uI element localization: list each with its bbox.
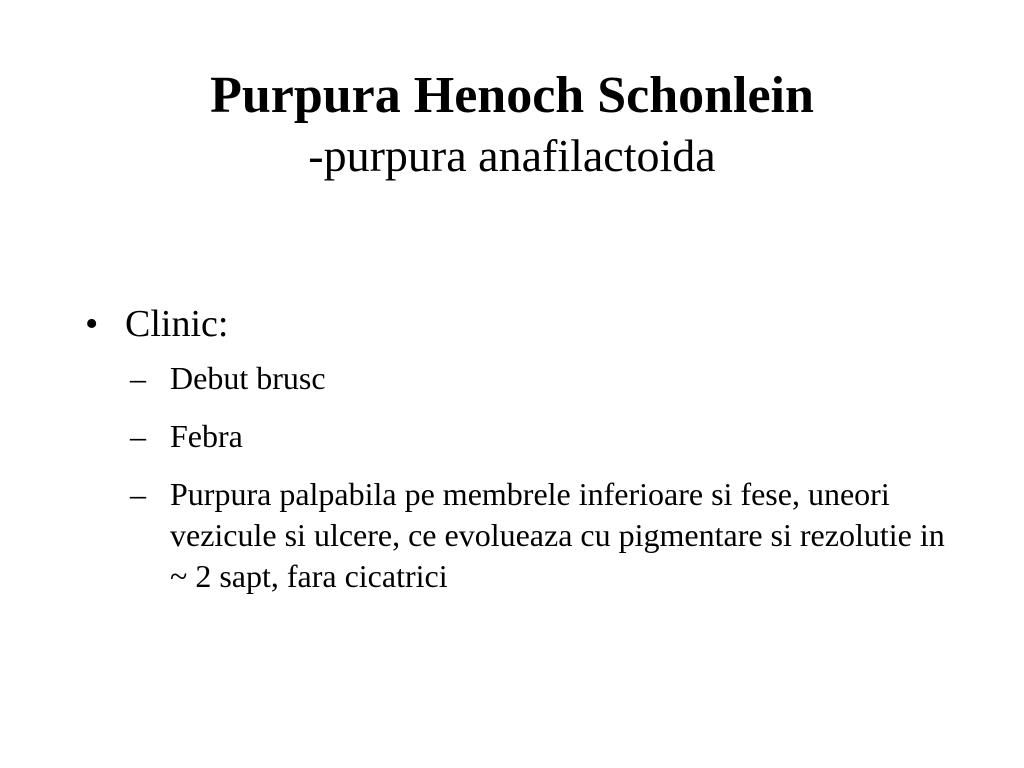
sub-bullet-marker: – — [130, 476, 146, 512]
sub-bullet-text: Purpura palpabila pe membrele inferioare si fese, uneori vezicule si ulcere, ce evolueaza cu pigmentare si rezolutie in ~ 2 sapt, fara cicatrici — [170, 476, 945, 594]
sub-bullet-text: Debut brusc — [170, 360, 326, 396]
sub-bullet-list — [85, 358, 965, 597]
bullet-marker: • — [85, 303, 99, 345]
bullet-text: Clinic: — [125, 303, 229, 345]
sub-bullet-debut — [130, 358, 965, 399]
sub-bullet-purpura — [130, 474, 965, 597]
sub-bullet-text: Febra — [170, 418, 243, 454]
slide-body — [85, 300, 965, 614]
sub-bullet-febra — [130, 416, 965, 457]
slide-title — [0, 66, 1024, 183]
sub-bullet-marker: – — [130, 418, 146, 454]
title-main: Purpura Henoch Schonlein — [210, 67, 814, 124]
sub-bullet-marker: – — [130, 360, 146, 396]
bullet-clinic — [85, 300, 965, 348]
title-subtitle: -purpura anafilactoida — [308, 129, 716, 181]
